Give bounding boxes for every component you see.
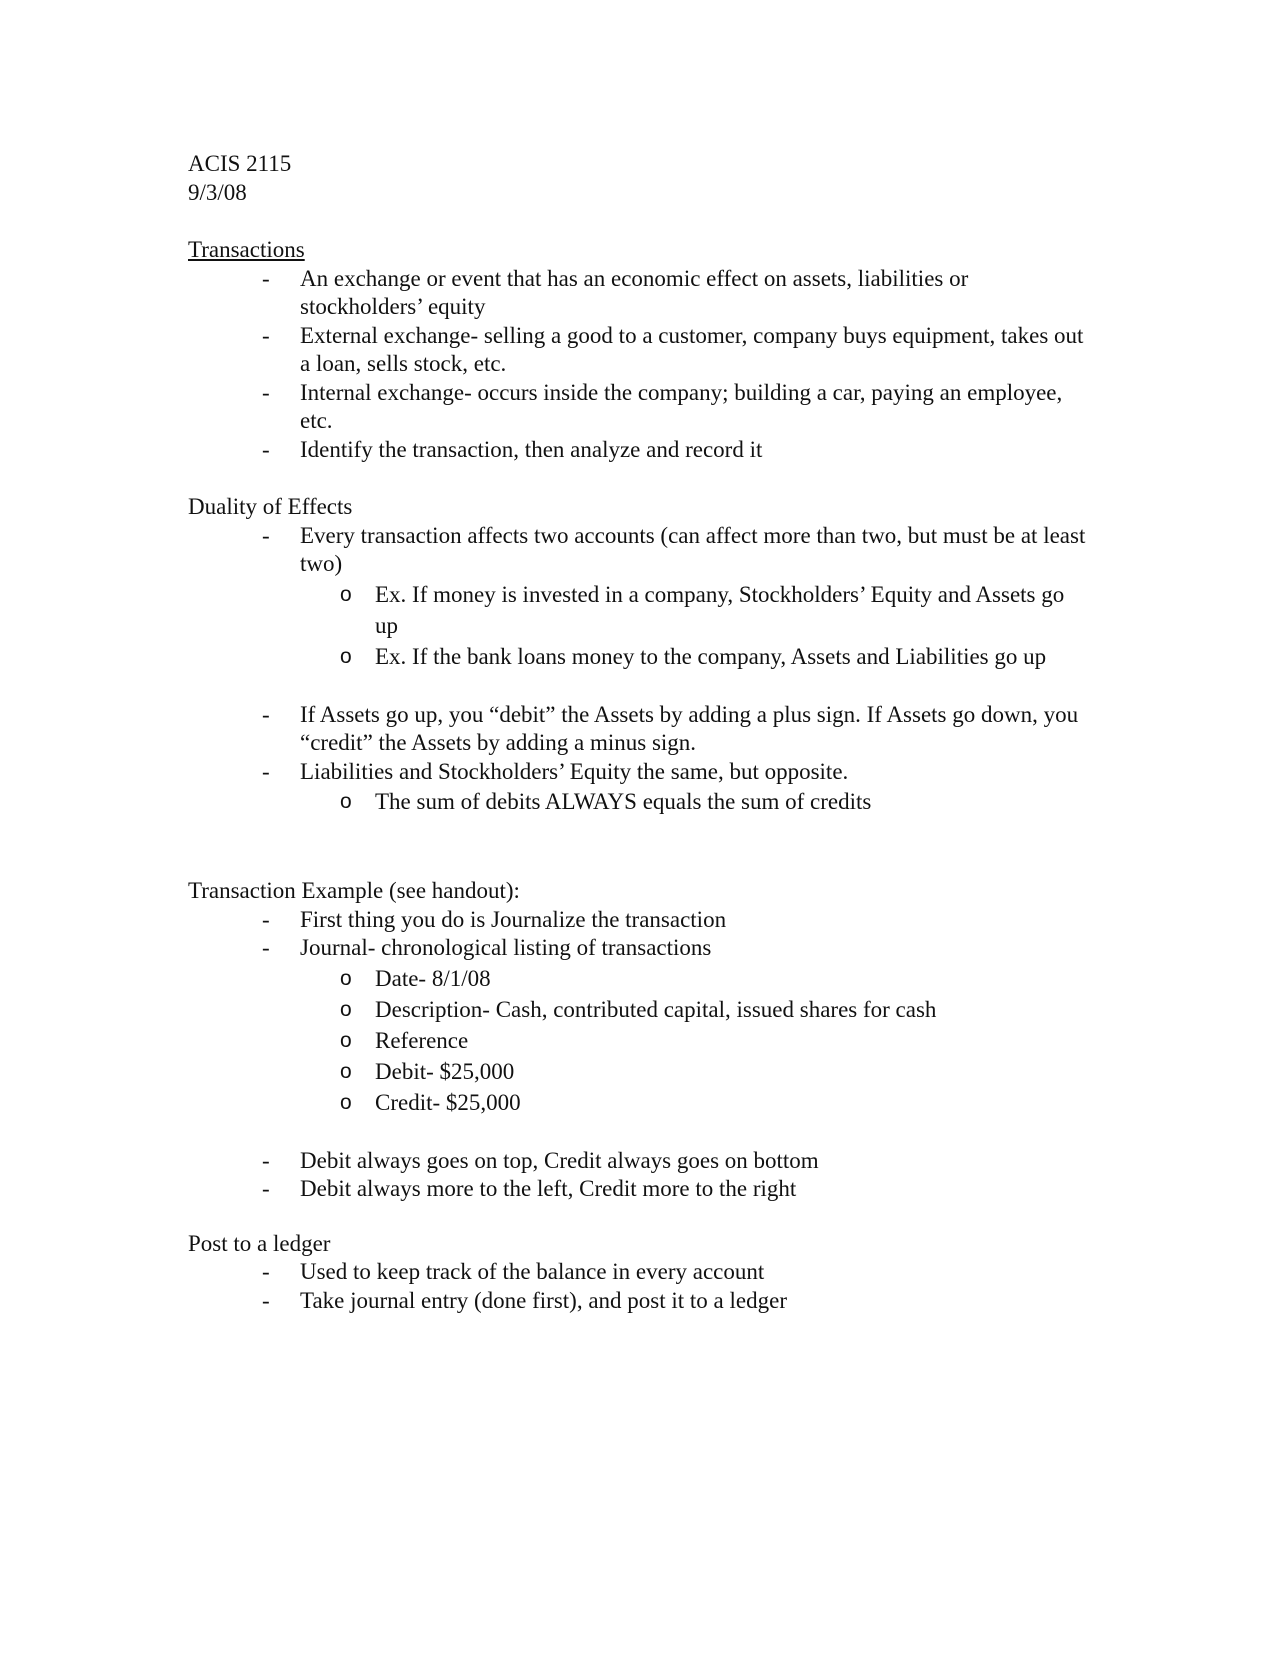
list-item-text: Internal exchange- occurs inside the company; building a car, paying an employee, etc. — [300, 379, 1063, 433]
list-item — [188, 522, 1088, 579]
list-item — [188, 436, 1088, 465]
list-item-text: Journal- chronological listing of transactions — [300, 935, 712, 960]
dash-marker: - — [262, 322, 270, 348]
heading-duality: Duality of Effects — [188, 494, 353, 519]
dash-marker: - — [262, 701, 270, 727]
list-item — [188, 379, 1088, 436]
list-item-text: Debit always goes on top, Credit always goes on bottom — [300, 1147, 819, 1173]
circle-marker: o — [340, 966, 352, 990]
list-item-text: An exchange or event that has an economic effect on assets, liabilities or stockholders’ equity — [300, 265, 969, 319]
sub-list-item — [188, 641, 1088, 672]
heading-transactions: Transactions — [188, 237, 305, 262]
sub-list-item-text: Ex. If money is invested in a company, Stockholders’ Equity and Assets go up — [375, 581, 1065, 638]
list-item — [188, 322, 1088, 379]
list-item — [188, 1258, 1088, 1287]
circle-marker: o — [340, 1059, 352, 1083]
course-code: ACIS 2115 — [188, 151, 292, 176]
circle-marker: o — [340, 1028, 352, 1052]
list-item — [188, 758, 1088, 787]
list-item-text: Identify the transaction, then analyze and record it — [300, 436, 763, 462]
list-item — [188, 1175, 1088, 1204]
circle-marker: o — [340, 644, 352, 668]
sub-list-item — [188, 786, 1088, 817]
dash-marker: - — [262, 265, 270, 291]
dash-marker: - — [262, 522, 270, 548]
circle-marker: o — [340, 582, 352, 606]
list-item-text: Liabilities and Stockholders’ Equity the same, but opposite. — [300, 758, 849, 784]
dash-marker: - — [262, 1147, 270, 1173]
heading-ledger: Post to a ledger — [188, 1230, 331, 1256]
sub-list-item-text: Reference — [375, 1027, 469, 1053]
list-item-text: Debit always more to the left, Credit more to the right — [300, 1176, 797, 1201]
circle-marker: o — [340, 790, 352, 813]
list-item — [188, 906, 1088, 935]
dash-marker: - — [262, 1176, 270, 1201]
circle-marker: o — [340, 1090, 352, 1114]
sub-list-item-text: Debit- $25,000 — [375, 1058, 515, 1084]
sub-list-item — [188, 1025, 1088, 1056]
dash-marker: - — [262, 436, 270, 462]
dash-marker: - — [262, 1259, 270, 1284]
list-item-text: First thing you do is Journalize the transaction — [300, 906, 727, 932]
dash-marker: - — [262, 1287, 270, 1313]
list-item — [188, 265, 1088, 322]
dash-marker: - — [262, 758, 270, 784]
heading-transaction-example: Transaction Example (see handout): — [188, 878, 520, 903]
sub-list-item — [188, 1087, 1088, 1118]
lecture-date: 9/3/08 — [188, 179, 247, 205]
list-item — [188, 1147, 1088, 1176]
list-item — [188, 1287, 1088, 1316]
list-item-text: Take journal entry (done first), and post it to a ledger — [300, 1287, 787, 1313]
list-item — [188, 934, 1088, 963]
list-item-text: Used to keep track of the balance in every account — [300, 1259, 765, 1284]
sub-list-item-text: Ex. If the bank loans money to the company, Assets and Liabilities go up — [375, 643, 1047, 669]
circle-marker: o — [340, 997, 352, 1021]
sub-list-item-text: Description- Cash, contributed capital, issued shares for cash — [375, 996, 937, 1022]
list-item-text: Every transaction affects two accounts (can affect more than two, but must be at least two) — [300, 522, 1086, 576]
dash-marker: - — [262, 906, 270, 932]
sub-list-item-text: Credit- $25,000 — [375, 1089, 521, 1115]
list-item-text: If Assets go up, you “debit” the Assets by adding a plus sign. If Assets go down, you “credit” the Assets by adding a minus sign. — [300, 701, 1079, 755]
sub-list-item — [188, 579, 1088, 641]
sub-list-item — [188, 963, 1088, 994]
sub-list-item — [188, 1056, 1088, 1087]
sub-list-item-text: Date- 8/1/08 — [375, 965, 491, 991]
sub-list-item-text: The sum of debits ALWAYS equals the sum of credits — [375, 789, 872, 814]
document-page — [188, 150, 1088, 1315]
dash-marker: - — [262, 379, 270, 405]
sub-list-item — [188, 994, 1088, 1025]
list-item — [188, 701, 1088, 758]
dash-marker: - — [262, 935, 270, 960]
list-item-text: External exchange- selling a good to a customer, company buys equipment, takes out a loan, sells stock, etc. — [300, 322, 1084, 376]
